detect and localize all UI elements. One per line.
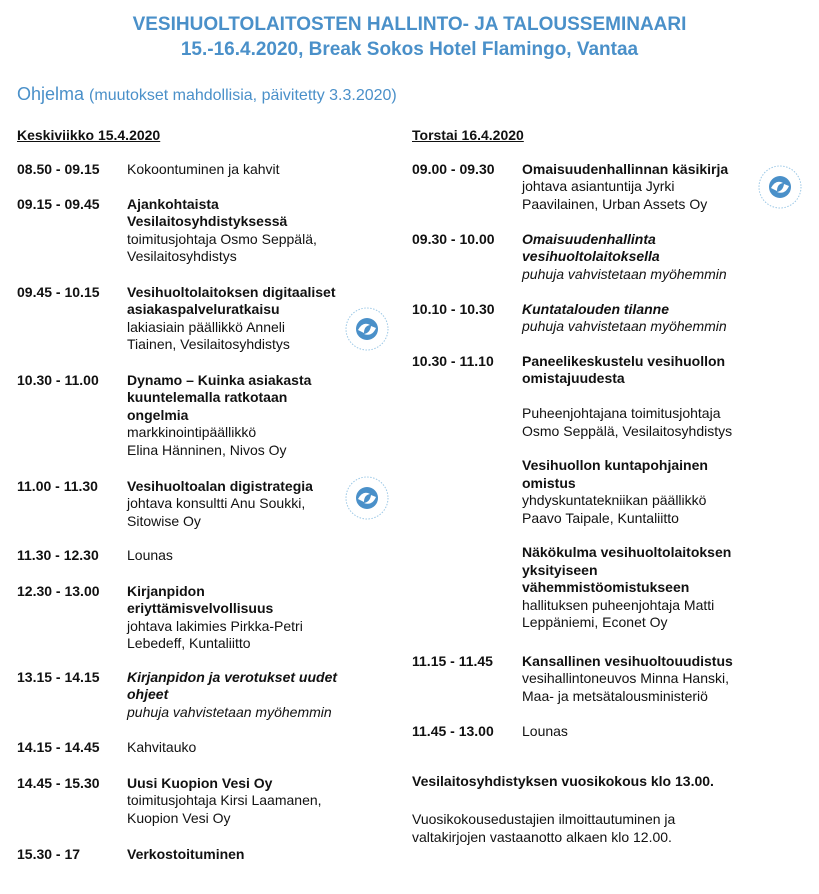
schedule-line: kuuntelemalla ratkotaan — [127, 389, 288, 406]
schedule-line: Paavilainen, Urban Assets Oy — [522, 195, 708, 212]
schedule-line: toimitusjohtaja Osmo Seppälä, — [127, 230, 317, 247]
schedule-description — [127, 583, 303, 653]
schedule-line: Vesihuollon kuntapohjainen — [522, 457, 708, 474]
schedule-line: Kirjanpidon — [127, 583, 205, 599]
schedule-description — [522, 653, 733, 705]
schedule-line: johtava konsultti Anu Soukki, — [127, 495, 306, 512]
schedule-description — [127, 196, 317, 266]
schedule-time: 09.15 - 09.45 — [17, 196, 100, 212]
schedule-line: Osmo Seppälä, Vesilaitosyhdistys — [522, 422, 733, 439]
schedule-line: yksityiseen — [522, 561, 598, 578]
schedule-time: 09.00 - 09.30 — [412, 161, 495, 177]
schedule-line: Lounas — [522, 723, 568, 739]
program-heading — [17, 84, 397, 105]
schedule-line: Näkökulma vesihuoltolaitoksen — [522, 544, 732, 561]
schedule-description — [522, 161, 728, 213]
schedule-time: 09.45 - 10.15 — [17, 284, 100, 300]
schedule-time: 10.30 - 11.00 — [17, 372, 99, 388]
schedule-line: Puheenjohtajana toimitusjohtaja — [522, 405, 721, 422]
schedule-description — [127, 284, 336, 354]
seminar-date-venue: 15.-16.4.2020, Break Sokos Hotel Flamingo, Vantaa — [180, 39, 639, 60]
schedule-line: Sitowise Oy — [127, 512, 201, 529]
schedule-line: Omaisuudenhallinta — [522, 231, 656, 247]
schedule-line: puhuja vahvistetaan myöhemmin — [522, 265, 727, 282]
schedule-description — [127, 739, 196, 756]
schedule-line: toimitusjohtaja Kirsi Laamanen, — [127, 792, 322, 809]
schedule-line: Omaisuudenhallinnan käsikirja — [522, 161, 729, 177]
schedule-line — [522, 388, 732, 405]
schedule-description — [522, 353, 732, 632]
schedule-time: 13.15 - 14.15 — [17, 669, 100, 685]
program-label: Ohjelma — [17, 84, 85, 104]
schedule-line: Kuopion Vesi Oy — [127, 809, 231, 826]
schedule-description — [127, 161, 280, 178]
schedule-line: Vesilaitosyhdistys — [127, 248, 237, 265]
schedule-line: Paneelikeskustelu vesihuollon — [522, 353, 726, 369]
schedule-line: Vesilaitosyhdistyksessä — [127, 213, 288, 230]
schedule-line — [522, 527, 732, 544]
day1-heading: Keskiviikko 15.4.2020 — [17, 127, 161, 143]
schedule-line: omistajuudesta — [522, 370, 625, 387]
schedule-time: 14.45 - 15.30 — [17, 775, 100, 791]
schedule-line: vesihuoltolaitoksella — [522, 248, 660, 265]
schedule-description — [522, 301, 727, 336]
schedule-time: 11.00 - 11.30 — [17, 478, 98, 494]
schedule-description — [127, 547, 173, 564]
schedule-line: Kahvitauko — [127, 739, 197, 755]
schedule-line: Dynamo – Kuinka asiakasta — [127, 372, 312, 388]
schedule-line: Kokoontuminen ja kahvit — [127, 161, 280, 177]
schedule-time: 08.50 - 09.15 — [17, 161, 100, 177]
vesilaitosyhdistys-logo-icon — [343, 305, 391, 353]
schedule-line: eriyttämisvelvollisuus — [127, 600, 274, 617]
schedule-description — [127, 372, 311, 459]
schedule-time: 11.15 - 11.45 — [412, 653, 493, 669]
schedule-time: 10.10 - 10.30 — [412, 301, 495, 317]
schedule-line: Vesihuoltolaitoksen digitaaliset — [127, 284, 336, 300]
schedule-line: Leppäniemi, Econet Oy — [522, 614, 668, 631]
schedule-line: johtava lakimies Pirkka-Petri — [127, 617, 303, 634]
schedule-line: Kuntatalouden tilanne — [522, 301, 669, 317]
schedule-line: ongelmia — [127, 406, 189, 423]
schedule-line: vähemmistöomistukseen — [522, 579, 690, 596]
schedule-line: yhdyskuntatekniikan päällikkö — [522, 492, 707, 509]
schedule-line: Ajankohtaista — [127, 196, 219, 212]
schedule-description — [127, 669, 337, 721]
schedule-time: 12.30 - 13.00 — [17, 583, 100, 599]
schedule-time: 11.30 - 12.30 — [17, 547, 99, 563]
schedule-time: 10.30 - 11.10 — [412, 353, 494, 369]
schedule-line: puhuja vahvistetaan myöhemmin — [522, 318, 727, 335]
schedule-line: Maa- ja metsätalousministeriö — [522, 687, 708, 704]
day2-heading: Torstai 16.4.2020 — [412, 127, 524, 143]
schedule-description — [127, 846, 244, 863]
schedule-line: johtava asiantuntija Jyrki — [522, 178, 675, 195]
schedule-line: markkinointipäällikkö — [127, 424, 257, 441]
schedule-line: Uusi Kuopion Vesi Oy — [127, 775, 273, 791]
schedule-line: lakiasiain päällikkö Anneli — [127, 318, 285, 335]
schedule-line: Tiainen, Vesilaitosyhdistys — [127, 336, 290, 353]
schedule-line: Lebedeff, Kuntaliitto — [127, 635, 251, 652]
schedule-line: Lounas — [127, 547, 173, 563]
schedule-line: Elina Hänninen, Nivos Oy — [127, 441, 287, 458]
vesilaitosyhdistys-logo-icon — [343, 474, 391, 522]
schedule-description — [127, 478, 313, 530]
schedule-line: asiakaspalveluratkaisu — [127, 301, 280, 318]
schedule-line: Vesihuoltoalan digistrategia — [127, 478, 313, 494]
schedule-line — [522, 440, 732, 457]
schedule-line: puhuja vahvistetaan myöhemmin — [127, 703, 332, 720]
schedule-line: Kansallinen vesihuoltouudistus — [522, 653, 733, 669]
schedule-line: omistus — [522, 474, 576, 491]
annual-meeting-note: Vesilaitosyhdistyksen vuosikokous klo 13.00. — [412, 773, 714, 789]
schedule-time: 14.15 - 14.45 — [17, 739, 100, 755]
schedule-time: 09.30 - 10.00 — [412, 231, 495, 247]
schedule-line: ohjeet — [127, 686, 169, 703]
schedule-line: vesihallintoneuvos Minna Hanski, — [522, 670, 729, 687]
registration-note-line2: valtakirjojen vastaanotto alkaen klo 12.00. — [412, 829, 672, 845]
vesilaitosyhdistys-logo-icon — [756, 163, 804, 211]
schedule-time: 15.30 - 17 — [17, 846, 81, 862]
schedule-line: Kirjanpidon ja verotukset uudet — [127, 669, 338, 685]
seminar-title: VESIHUOLTOLAITOSTEN HALLINTO- JA TALOUSSEMINAARI — [132, 14, 687, 35]
program-note: (muutokset mahdollisia, päivitetty 3.3.2020) — [89, 87, 397, 104]
schedule-description — [522, 231, 727, 283]
schedule-line: Verkostoituminen — [127, 846, 245, 862]
schedule-line: hallituksen puheenjohtaja Matti — [522, 596, 715, 613]
schedule-line: Paavo Taipale, Kuntaliitto — [522, 509, 679, 526]
schedule-description — [522, 723, 568, 740]
registration-note-line1: Vuosikokousedustajien ilmoittautuminen ja — [412, 811, 676, 827]
schedule-description — [127, 775, 322, 827]
schedule-time: 11.45 - 13.00 — [412, 723, 494, 739]
